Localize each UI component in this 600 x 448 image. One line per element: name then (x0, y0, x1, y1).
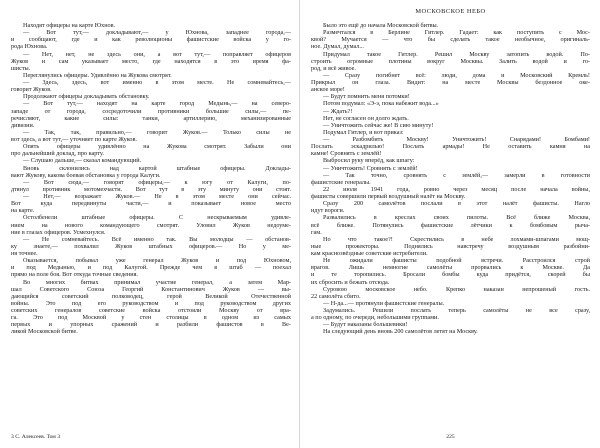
text-line: и под Медынью, и под Калугой. Прежде чем в штаб — поехал (11, 264, 291, 272)
text-line: врагов. Лишь немногие самолёты прорвались к Москве. Да (311, 264, 590, 272)
text-line: шал Советского Союза Георгий Константинович Жуков — вы- (11, 285, 291, 293)
text-line: говорит Жуков. (11, 86, 52, 94)
text-line: Вот куда передвинуты части,— и показывает новое место (11, 200, 291, 208)
left-running-head (11, 8, 291, 20)
text-line: — Уничтожить сейчас же! В сию минуту! (323, 121, 434, 129)
text-line: строить огромные плотины вокруг Москвы. Залить водой и го- (311, 57, 590, 65)
text-line: шисты. (11, 64, 31, 72)
text-line: квой? Мучается — что бы сделать такое необычное, оригиналь- (311, 36, 590, 44)
text-line: фашистские генералы. (311, 178, 371, 186)
text-line: — Вот сюда,— говорят офицеры,— к югу от Калуги, по- (23, 178, 291, 186)
text-line: ня точнее. (11, 250, 38, 257)
text-line: ку знаете,— похвалил Жуков штабных офицеров.— Но у ме- (11, 242, 291, 250)
text-line: нием на нового командующего смотрят. Уловил Жуков недоуме- (11, 221, 291, 229)
text-line: — Будут помнить меня потомки! (323, 93, 410, 101)
text-line: прямо на поле боя. Вот откуда точные сведения. (11, 271, 138, 279)
text-line: Размечтался в Берлине Гитлер. Гадает: как поступить с Мос- (323, 29, 590, 37)
text-line: Выбросил руку вперёд, как шпагу: (323, 157, 415, 165)
text-line: — Ждать?! (323, 107, 353, 115)
text-line: вот здесь, а вот тут,— уточняет по карте Жуков. (11, 136, 137, 143)
text-line: — Вот тут,— находят на карте город Медынь,— на северо- (23, 100, 291, 108)
text-line: Находят офицеры на карте Юхнов. (23, 22, 116, 29)
page-number: 225 (446, 434, 455, 440)
text-line: Во многих битвах принимал участие генерал, а затем Мар- (23, 278, 291, 286)
text-line: идут вороги. (311, 207, 345, 215)
text-line: — Так, так, правильно,— говорит Жуков.— Только силы не (23, 128, 291, 136)
text-line: Но что такое?! Скрестились в небе лохмами-шпагами мощ- (323, 235, 590, 243)
text-line: Нет, не согласен он долго ждать. (323, 114, 409, 122)
text-line: На следующий день вновь 200 самолётов летят на Москву. (323, 328, 478, 336)
text-line: — Не сомневайтесь. Всё именно так. Вы молодцы — обстанов- (23, 235, 291, 243)
text-line: Суровою московское небо. Крепко наказан непрошеный гость. (323, 285, 590, 293)
left-body-text (11, 22, 291, 336)
text-line: а по одному, по очереди, небольшими группами. (311, 314, 439, 322)
text-line: Продолжают офицеры докладывать обстановку. (23, 93, 150, 101)
text-line: фашисты совершили первый воздушный налёт на Москву. (311, 193, 466, 200)
text-line: Не ожидали фашисты подобной встречи. Расстроился строй (323, 257, 590, 265)
text-line: ные прожекторы. Поднялись навстречу воздушным разбойни- (311, 242, 590, 250)
text-line: 22 июля 1941 года, ровно через месяц после начала войны, (323, 185, 590, 193)
text-line: их сбросить и бежать отсюда. (311, 278, 390, 286)
printer-signature: 3 С. Алексеев. Том 3 (11, 434, 60, 440)
text-line: ние в глазах офицеров. Усмехнулся. (11, 228, 106, 236)
text-line: про дальнейший доклад, про карту. (11, 150, 104, 158)
text-line: и сообщают, где и как революционы фашистские войска у го- (11, 36, 291, 44)
text-line: вают Жукову, какова боевая обстановка у города Калуги. (11, 171, 161, 179)
text-line: кам краснозвёздные советские истребители. (311, 250, 428, 257)
text-line: — Уничтожить! Сровнять с землёй! (323, 164, 418, 172)
text-line: 22 самолёта сбито. (311, 292, 361, 300)
text-line: ное. Думал, думал... (311, 43, 364, 51)
text-line: камне! Сровнять с землёй! (311, 150, 382, 158)
text-line: Сразу 200 самолётов послали в этот налёт фашисты. Нагло (323, 200, 590, 208)
text-line: ликой Московской битве. (11, 328, 78, 336)
text-line: Задумались. Решили послать теперь самолёты не все сразу, (323, 307, 590, 314)
text-line: — Н-да...— протянули фашистские генералы. (323, 299, 445, 307)
text-line: — Будут наказаны большевики! (323, 321, 408, 329)
text-line: дивизии. (11, 121, 35, 129)
text-line: гам. (311, 228, 322, 236)
text-line: — Разбомбить Москву! Уничтожить! Снарядами! Бомбами! (323, 136, 590, 143)
text-line: — Нет,— возражает Жуков.— Не в этом месте они сейчас. (23, 193, 291, 200)
chapter-title: МОСКОВСКОЕ НЕБО (415, 8, 486, 15)
text-line: га. Это под Москвой у стен столицы в одном из самых (11, 314, 291, 322)
text-line: дающийся советский полководец, герой Великой Отечественной (11, 292, 291, 300)
text-line: Оказывается, побывал уже генерал Жуков и под Юхновом, (23, 257, 291, 265)
text-line: и те торопились. Бросали бомбы куда придётся, скорей бы (311, 271, 590, 279)
text-line: советских генералов советские войска отстояли Москву от вра- (11, 307, 291, 314)
text-line: Потом подумал: «Э-э, пока набежит вода...» (323, 100, 439, 108)
text-line: на карте. (11, 207, 35, 215)
text-line: — Сразу погибнет всё: люди, дома и Московский Кремль! (323, 71, 590, 79)
text-line: — Слушаю дальше,— сказал командующий. (23, 157, 142, 165)
text-line: западе от города, сосредоточили противники большие силы,— пе- (11, 107, 291, 115)
text-line: Послать эскадрилью! Послать армады! Не оставить камня на (311, 143, 590, 151)
text-line: речисляют, какие силы: танки, артиллерию, механизированные (11, 114, 291, 122)
text-line: войны. Это под его руководством и под руководством других (11, 299, 291, 307)
right-footer (311, 434, 590, 442)
text-line: Подумал Гитлер, и вот приказ: (323, 128, 404, 136)
text-line: рода Юхнова. (11, 43, 48, 51)
text-line: род, и всё живое. (311, 64, 356, 72)
text-line: Жуков и сам указывает место, где находятся в это время фа- (11, 57, 291, 65)
right-page (300, 0, 600, 448)
text-line: Было это ещё до начала Московской битвы. (323, 22, 439, 29)
text-line: всё ближе. Потянулись фашистские лётчики к бомбовым рыча- (311, 221, 590, 229)
text-line: дтянул противник мотомехчасти. Вот тут в эту минуту они стоят. (11, 185, 291, 193)
text-line: — Так точно, сровнять с землёй,— замерли в готовности (323, 171, 590, 179)
text-line: — Здесь, здесь, вот именно в этом месте. Не сомневайтесь,— (23, 79, 291, 86)
text-line: Придумал такое Гитлер. Решил Москву затопить водой. По- (323, 50, 590, 58)
text-line: Развалились в креслах своих пилоты. Всё ближе Москва, (323, 214, 590, 222)
text-line: Прикрыл он глаза. Видит: на месте Москвы бездонное оке- (311, 79, 590, 86)
text-line: анское море! (311, 86, 345, 94)
text-line: Переглянулись офицеры. Удивлённо на Жукова смотрят. (23, 71, 172, 79)
left-footer (11, 434, 289, 442)
text-line: Остолбенели штабные офицеры. С нескрываемым удивле- (23, 214, 291, 222)
text-line: Вновь склонились над картой штабные офицеры. Доклады- (23, 164, 291, 172)
text-line: первых и упорных сражений и разбили фашистов в Ве- (11, 321, 291, 329)
text-line: Опять офицеры удивлённо на Жукова смотрят. Забыли они (23, 143, 291, 151)
text-line: — Вот тут,— докладывают,— у Юхнова, западнее города,— (23, 29, 291, 37)
right-body-text (311, 22, 590, 336)
text-line: — Нет, нет, не здесь они, а вот тут,— поправляет офицеров (23, 50, 291, 58)
